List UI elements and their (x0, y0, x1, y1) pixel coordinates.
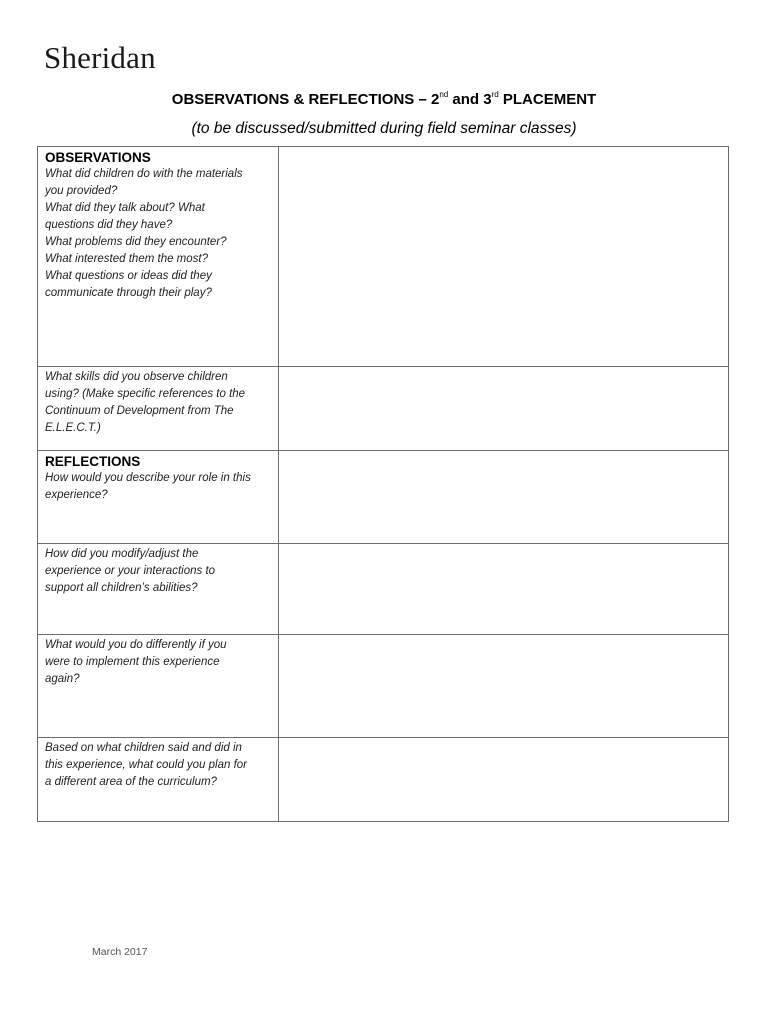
prompt-line: Based on what children said and did in (45, 742, 242, 754)
prompt-line: What questions or ideas did they (45, 270, 212, 282)
table-row-modify (38, 544, 729, 635)
prompt-line: What did they talk about? What (45, 202, 205, 214)
page-title (0, 91, 768, 108)
prompt-line: What would you do differently if you (45, 639, 227, 651)
prompt-line: you provided? (45, 185, 118, 197)
page-subtitle: (to be discussed/submitted during field seminar classes) (191, 120, 577, 137)
prompt-line: communicate through their play? (45, 287, 212, 299)
prompt-line: How would you describe your role in this (45, 472, 251, 484)
prompt-line: were to implement this experience (45, 656, 220, 668)
prompt-line: support all children’s abilities? (45, 582, 198, 594)
sheridan-logo: Sheridan (44, 40, 156, 75)
response-cell[interactable] (279, 635, 729, 738)
prompt-line: questions did they have? (45, 219, 173, 231)
prompt-line: How did you modify/adjust the (45, 548, 199, 560)
title-sup-1: nd (439, 90, 449, 99)
title-part-1: OBSERVATIONS & REFLECTIONS – 2 (171, 91, 440, 108)
response-cell[interactable] (279, 451, 729, 544)
prompt-line: experience or your interactions to (45, 565, 216, 577)
table-row-reflections (38, 451, 729, 544)
response-cell[interactable] (279, 738, 729, 822)
observations-heading: OBSERVATIONS (45, 150, 151, 165)
prompt-line: using? (Make specific references to the (45, 388, 246, 400)
prompt-line: E.L.E.C.T.) (45, 422, 101, 434)
footer-date: March 2017 (92, 946, 148, 958)
prompt-line: this experience, what could you plan for (45, 759, 248, 771)
title-part-2: and 3 (448, 91, 492, 108)
title-sup-2: rd (491, 90, 499, 99)
prompt-line: What did children do with the materials (45, 168, 243, 180)
table-row-curriculum (38, 738, 729, 822)
prompt-line: What problems did they encounter? (45, 236, 227, 248)
prompt-line: Continuum of Development from The (45, 405, 234, 417)
observation-reflection-table (37, 146, 729, 822)
reflections-heading: REFLECTIONS (45, 454, 141, 469)
response-cell[interactable] (279, 367, 729, 451)
prompt-line: experience? (45, 489, 108, 501)
prompt-cell (38, 544, 279, 635)
table-row-skills (38, 367, 729, 451)
prompt-line: a different area of the curriculum? (45, 776, 217, 788)
response-cell[interactable] (279, 147, 729, 367)
prompt-cell (38, 635, 279, 738)
prompt-cell (38, 367, 279, 451)
prompt-line: again? (45, 673, 80, 685)
title-part-3: PLACEMENT (498, 91, 597, 108)
prompt-cell (38, 738, 279, 822)
prompt-cell (38, 451, 279, 544)
table-row-differently (38, 635, 729, 738)
prompt-line: What skills did you observe children (45, 371, 228, 383)
table-row-observations (38, 147, 729, 367)
response-cell[interactable] (279, 544, 729, 635)
prompt-cell (38, 147, 279, 367)
prompt-line: What interested them the most? (45, 253, 208, 265)
